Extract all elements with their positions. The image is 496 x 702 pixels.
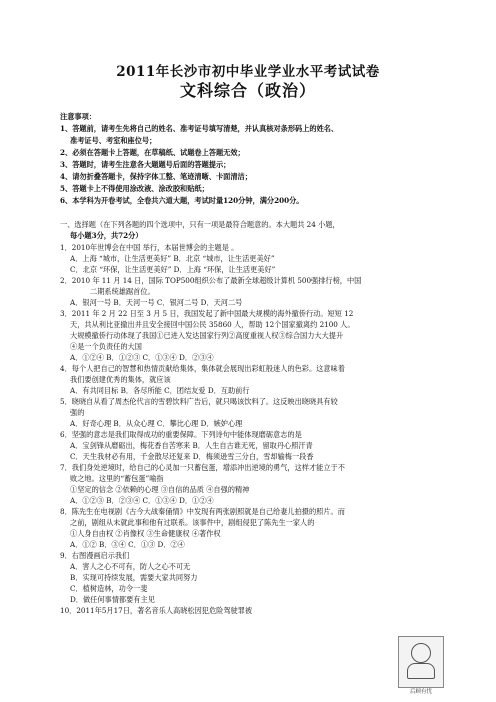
- section-heading-cont: 每小题3分，共72分）: [70, 231, 143, 240]
- option-line: D．做任何事情都要有主见: [70, 595, 155, 604]
- option-line: A．害人之心不可有，防人之心不可无: [70, 562, 191, 571]
- question-line: 大规模撤侨行动体现了我国①已进入发达国家行列②高度重视人权③综合国力大大提升: [70, 331, 344, 340]
- option-line: A．①② B．③④ C．①③ D．②④: [70, 540, 185, 549]
- option-line: A．上海 “城市，让生活更美好” B．北京 “城市，让生活更美好”: [70, 254, 275, 263]
- question-line: 2．2010 年 11 月 14 日，国际 TOP500组织公布了最新全球超级计算机 500强排行榜，中国: [60, 276, 362, 285]
- option-line: ①坚定的信念 ②依赖的心理 ③自信的品质 ④自强的精神: [70, 485, 250, 494]
- question-line: 强的: [70, 408, 85, 417]
- notice-item: 1、答题前，请考生先将自己的姓名、准考证号填写清楚，并认真核对条形码上的姓名、: [60, 124, 339, 133]
- notice-item: 2、必须在答题卡上答题，在草稿纸、试题卷上答题无效；: [60, 148, 245, 157]
- option-line: ①人身自由权 ②肖像权 ③生命健康权 ④著作权: [70, 529, 221, 538]
- exam-title: 2011年长沙市初中毕业学业水平考试试卷: [116, 64, 380, 80]
- exam-subtitle: 文科综合（政治）: [179, 81, 316, 100]
- question-line: 5．晓晓自从看了周杰伦代言的雪碧饮料广告后，就只喝该饮料了。这反映出晓晓具有较: [60, 397, 338, 406]
- cartoon-image: [398, 636, 444, 688]
- question-line: 4．每个人把自己的智慧和热情贡献给集体，集体就会展现出彩虹般迷人的色彩。这意味着: [60, 364, 345, 373]
- question-line: 7．我们身处逆境时，给自己的心灵加一只蓄包蛋，增添冲出逆境的勇气，这样才能立于不: [60, 463, 345, 472]
- notice-item: 3、答题时，请考生注意各大题题号后面的答题提示；: [60, 160, 231, 169]
- notice-item: 6、本学科为开卷考试，全卷共六道大题，考试时量120分钟，满分200分。: [60, 196, 304, 205]
- option-line: B．实现可持续发展，需要大家共同努力: [70, 573, 198, 582]
- notice-item: 5、答题卡上不得使用涂改液、涂改胶和贴纸；: [60, 184, 209, 193]
- option-line: A．①②④ B．①②③ C．①③④ D．②③④: [70, 353, 214, 362]
- cartoon-caption: 后顾有忧: [409, 689, 432, 695]
- question-line: 6．坚强的意志是我们取得成功的重要保障。下列诗句中能体现磨砺意志的是: [60, 430, 302, 439]
- notice-item: 准考证号、考室和座位号；: [70, 136, 157, 145]
- question-line: 10．2011年5月17日，著名音乐人高晓松因犯危险驾驶罪被: [60, 606, 253, 615]
- section-heading: 一、选择题（在下列各题的四个选项中，只有一项是最符合题意的。本大题共 24 小题，: [60, 220, 340, 229]
- question-line: 我们要创建优秀的集体，就应该: [70, 375, 171, 384]
- option-line: C．植树造林，功令一斐: [70, 584, 148, 593]
- option-line: C．天生我材必有用，千金散尽还复来 D．梅须逊雪三分白，雪却输梅一段香: [70, 452, 314, 461]
- question-line: 天，共从利比亚撤出并且安全接回中国公民 35860 人，帮助 12个国家撤离约 2100 人。: [70, 320, 355, 329]
- option-line: A．银河一号 B．天河一号 C．银河二号 D．天河二号: [70, 298, 243, 307]
- question-line: 败之地。这里的“蓄包蛋”喻指: [70, 474, 164, 483]
- question-line: 3．2011 年 2 月 22 日至 3 月 5 日，我国发起了新中国最大规模的海外撤侨行动。短短 12: [60, 309, 354, 318]
- cartoon-body-icon: [407, 663, 435, 679]
- option-line: A．①②③ B．②③④ C．①③④ D．①②④: [70, 496, 214, 505]
- question-line: ④是一个负责任的大国: [70, 342, 142, 351]
- option-line: A．宝剑锋从磨砺出，梅花香自苦寒来 B．人生自古谁无死，留取丹心照汗青: [70, 441, 313, 450]
- cartoon-face-icon: [411, 643, 431, 663]
- notice-heading: 注意事项：: [60, 112, 96, 121]
- question-line: 9．右图漫画启示我们: [60, 551, 130, 560]
- option-line: A．有共同目标 B．各尽所能 C．团结友爱 D．互助前行: [70, 386, 250, 395]
- option-line: A．好奇心理 B．从众心理 C．攀比心理 D．嫉妒心理: [70, 419, 243, 428]
- notice-item: 4、请勿折叠答题卡，保持字体工整、笔迹清晰、卡面清洁；: [60, 172, 252, 181]
- option-line: C．北京 “环保，让生活更美好” D．上海 “环保，让生活更美好”: [70, 265, 276, 274]
- question-line: 8．陈先生在电视剧《古今大战秦俑情》中发现有两张剧照就是自己给妻儿拍摄的照片。而: [60, 507, 345, 516]
- question-line: 之前，剧组从未就此事和他有过联系。该事件中，剧组侵犯了陈先生一家人的: [70, 518, 315, 527]
- question-line: 1．2010年世博会在中国 举行，本届世博会的主题是 。: [60, 243, 239, 252]
- question-line: 二期系统雄踞首位。: [90, 287, 155, 296]
